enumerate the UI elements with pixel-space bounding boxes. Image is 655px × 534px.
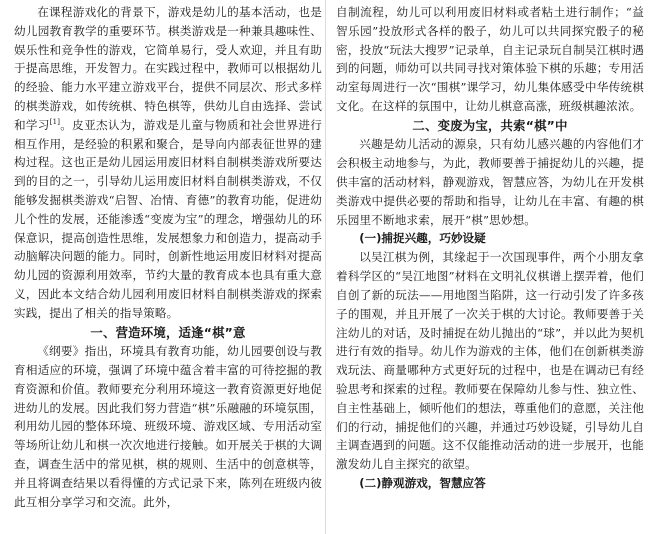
column-divider [325,0,326,534]
intro-paragraph [14,3,322,323]
environment-paragraph: 《纲要》指出，环境具有教育功能，幼儿园要创设与教育相适应的环境，强调了环境中蕴含着丰富的可待挖掘的教育资源和价值。教师要充分利用环境这一教育资源更好地促进幼儿的发展。因此我们努力营造“棋”乐融融的环境氛围，利用幼儿园的整体环境、班级环境、游戏区域、专用活动室等场所让幼儿和棋一次次地进行接触。如开展关于棋的大调查，调查生活中的常见棋，棋的规则、生活中的创意棋等，并且将调查结果以看得懂的方式记录下来，陈列在班级内彼此互相分享学习和交流。此外， [14,344,322,509]
intro-text-part2: 。皮亚杰认为，游戏是儿童与物质和社会世界进行相互作用，是经验的积累和聚合，是导向内部表征世界的建构过程。这也正是幼儿园运用废旧材料自制棋类游戏所要达到的目的之一，引导幼儿运用废旧材料自制棋类游戏，不仅能够发掘棋类游戏“启智、冶情、育德”的教育功能，促进幼儿个性的发展，还能渗透“变废为宝”的理念，增强幼儿的环保意识，提高创造性思维，发展想象力和创造力，提高动手动脑解决问题的能力。同时，创新性地运用废旧材料对提高幼儿园的资源利用效率，节约大量的教育成本也具有重大意义，因此本文结合幼儿园利用废旧材料自制棋类游戏的探索实践，提出了相关的指导策略。 [14,117,322,320]
wujiang-chess-paragraph: 以吴江棋为例，其缘起于一次国现事件，两个小朋友拿着科学区的“吴江地图”材料在文明礼仪棋谱上摆弄着，他们自创了新的玩法——用地图当陷阱，这一行动引发了许多孩子的围观，并且开展了一次关于棋的大讨论。教师要善于关注幼儿的对话，及时捕捉在幼儿抛出的“球”，并以此为契机进行有效的指导。幼儿作为游戏的主体，他们在创新棋类游戏玩法、商量哪种方式更好玩的过程中，也是在调动已有经验思考和探索的过程。教师要在保障幼儿参与性、独立性、自主性基础上，倾听他们的想法，尊重他们的意愿，关注他们的行动，捕捉他们的兴趣，并通过巧妙设疑，引导幼儿自主调查遇到的问题。这不仅能推动活动的进一步展开，也能激发幼儿自主探究的欲望。 [336,250,644,472]
subheading-capture-interest: (一)捕捉兴趣，巧妙设疑 [359,231,486,246]
left-column [14,3,322,511]
intro-text-part1: 在课程游戏化的背景下，游戏是幼儿的基本活动，也是幼儿园教育教学的重要环节。棋类游戏是一种兼具趣味性、娱乐性和竞争性的游戏，它简单易行，受人欢迎，并且有助于提高思维，开发智力。在实践过程中，教师可以根据幼儿的经验、能力水平建立游戏平台，提供不同层次、形式多样的棋类游戏，如传统棋、特色棋等，供幼儿自由选择、尝试和学习 [14,5,322,132]
citation-ref: [1] [49,117,61,126]
right-column [336,3,644,493]
continued-paragraph: 自制流程，幼儿可以利用废旧材料或者粘土进行制作；“益智乐园”投放形式各样的骰子，幼儿可以共同探究骰子的秘密，投放“玩法大搜罗”记录单，自主记录玩自制吴江棋时遇到的问题，师幼可以共同寻找对策体验下棋的乐趣；专用活动室每周进行一次“围棋”课学习，幼儿集体感受中华传统棋文化。在这样的氛围中，让幼儿棋意高涨，班级棋趣浓浓。 [336,5,644,113]
interest-paragraph: 兴趣是幼儿活动的源泉，只有幼儿感兴趣的内容他们才会积极主动地参与，为此，教师要善于捕捉幼儿的兴趣，提供丰富的活动材料，静观游戏，智慧应答，为幼儿在开发棋类游戏中提供必要的帮助和指导，让幼儿在丰富、有趣的棋乐园里不断地求索，展开“棋”思妙想。 [336,137,644,227]
section-heading-environment: 一、营造环境，适逢“棋”意 [90,324,246,340]
subheading-observe-game: (二)静观游戏，智慧应答 [359,475,486,490]
section-heading-recycle: 二、变废为宝，共索“棋”中 [412,117,568,133]
